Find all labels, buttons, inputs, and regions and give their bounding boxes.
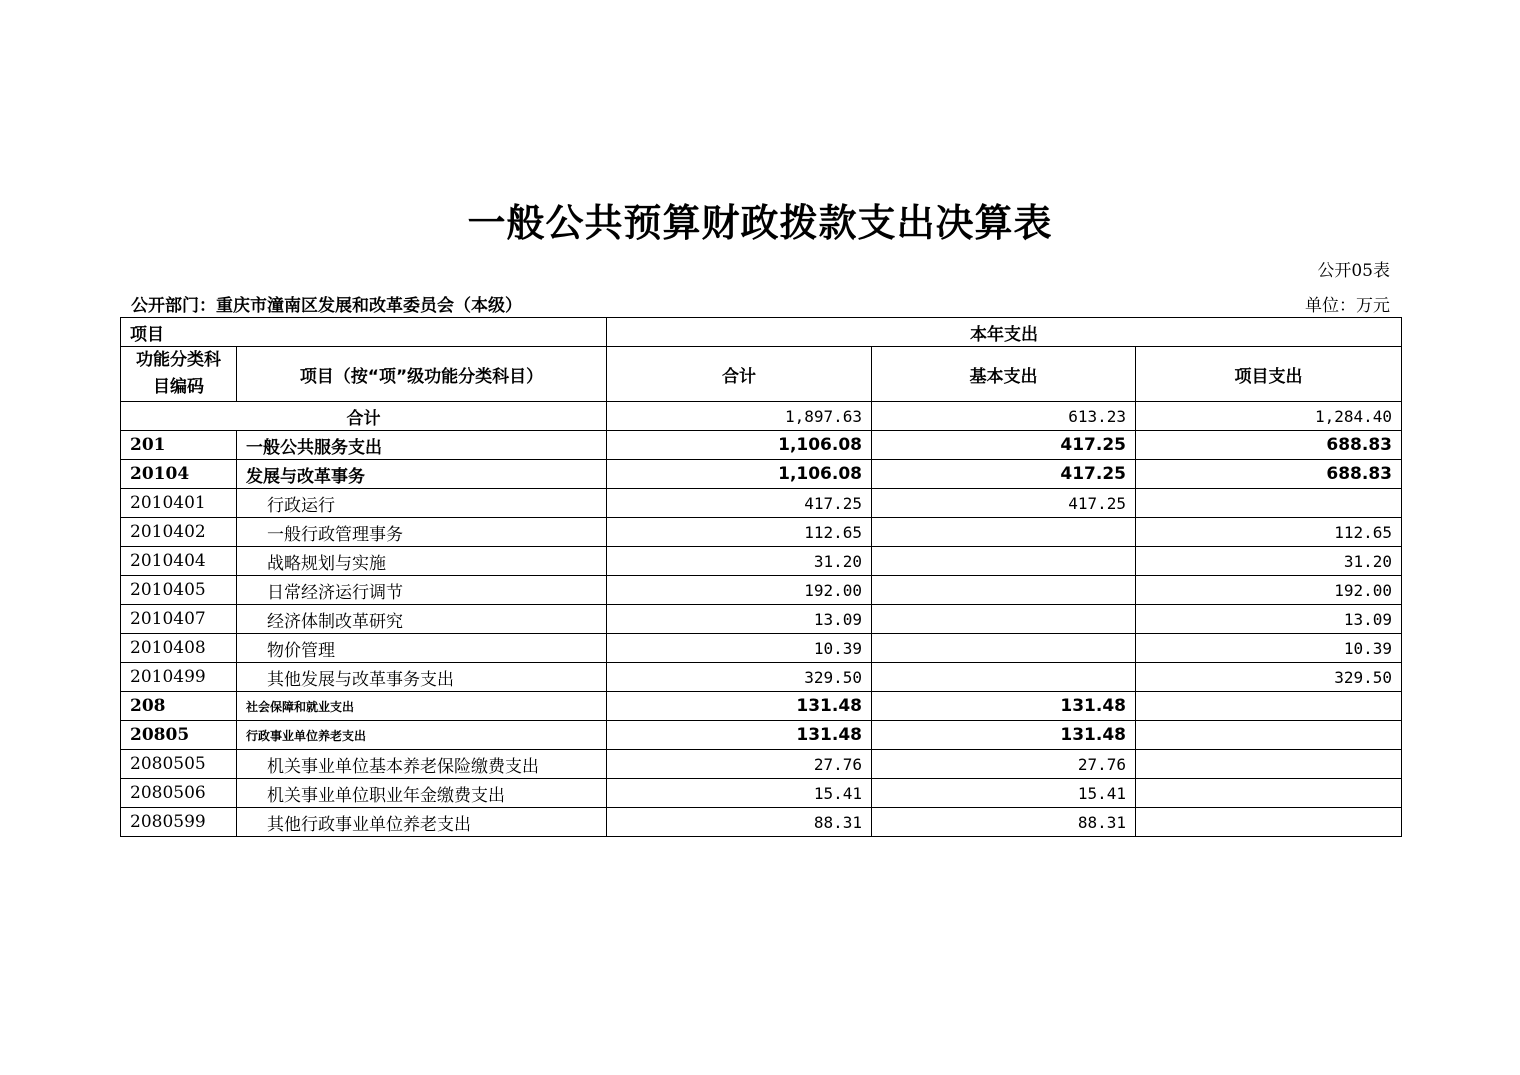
row-name-text: 行政事业单位养老支出 [246, 729, 367, 743]
row-total: 1,106.08 [607, 431, 872, 460]
row-project: 112.65 [1136, 518, 1402, 547]
row-basic [872, 518, 1136, 547]
header-current-year-expense: 本年支出 [607, 318, 1402, 347]
page-title: 一般公共预算财政拨款支出决算表 [467, 200, 1053, 245]
row-name: 其他发展与改革事务支出 [237, 663, 607, 692]
row-project: 688.83 [1136, 460, 1402, 489]
row-total: 1,106.08 [607, 460, 872, 489]
row-project [1136, 489, 1402, 518]
total-project: 1,284.40 [1136, 402, 1402, 431]
row-project: 688.83 [1136, 431, 1402, 460]
row-total: 15.41 [607, 779, 872, 808]
header-basic: 基本支出 [872, 347, 1136, 402]
row-name: 一般行政管理事务 [237, 518, 607, 547]
header-row-columns [121, 347, 1402, 402]
row-code: 208 [121, 692, 237, 721]
table-row [121, 692, 1402, 721]
unit-label: 单位：万元 [1305, 296, 1390, 316]
row-code: 2010404 [121, 547, 237, 576]
row-basic: 88.31 [872, 808, 1136, 837]
header-item: 项目 [121, 318, 607, 347]
row-project [1136, 721, 1402, 750]
row-code: 20104 [121, 460, 237, 489]
header-total: 合计 [607, 347, 872, 402]
row-basic: 131.48 [872, 692, 1136, 721]
row-code: 2010405 [121, 576, 237, 605]
row-name: 物价管理 [237, 634, 607, 663]
row-code: 2010499 [121, 663, 237, 692]
row-basic [872, 576, 1136, 605]
row-code: 2010407 [121, 605, 237, 634]
row-basic [872, 634, 1136, 663]
table-row [121, 663, 1402, 692]
row-basic: 417.25 [872, 431, 1136, 460]
table-row [121, 547, 1402, 576]
row-project: 192.00 [1136, 576, 1402, 605]
row-basic: 15.41 [872, 779, 1136, 808]
row-name: 机关事业单位职业年金缴费支出 [237, 779, 607, 808]
row-total: 112.65 [607, 518, 872, 547]
row-name: 机关事业单位基本养老保险缴费支出 [237, 750, 607, 779]
form-code: 公开05表 [1317, 261, 1390, 281]
budget-table [120, 317, 1402, 837]
row-name: 发展与改革事务 [237, 460, 607, 489]
row-total: 27.76 [607, 750, 872, 779]
department-label: 公开部门：重庆市潼南区发展和改革委员会（本级） [131, 296, 522, 316]
header-name: 项目（按“项”级功能分类科目） [237, 347, 607, 402]
table-row [121, 460, 1402, 489]
table-row [121, 721, 1402, 750]
row-project [1136, 779, 1402, 808]
row-basic [872, 547, 1136, 576]
row-code: 2080599 [121, 808, 237, 837]
row-project: 13.09 [1136, 605, 1402, 634]
row-code: 2010401 [121, 489, 237, 518]
table-row [121, 518, 1402, 547]
data-rows [121, 431, 1402, 837]
table-row [121, 489, 1402, 518]
row-project [1136, 692, 1402, 721]
row-basic: 417.25 [872, 489, 1136, 518]
total-amount: 1,897.63 [607, 402, 872, 431]
row-total: 31.20 [607, 547, 872, 576]
row-total: 329.50 [607, 663, 872, 692]
total-basic: 613.23 [872, 402, 1136, 431]
row-code: 2080506 [121, 779, 237, 808]
row-total: 13.09 [607, 605, 872, 634]
row-code: 20805 [121, 721, 237, 750]
row-name-text: 社会保障和就业支出 [246, 700, 355, 714]
table-row [121, 779, 1402, 808]
row-name: 其他行政事业单位养老支出 [237, 808, 607, 837]
table-row [121, 431, 1402, 460]
row-total: 131.48 [607, 692, 872, 721]
row-project: 10.39 [1136, 634, 1402, 663]
row-project [1136, 750, 1402, 779]
row-name: 日常经济运行调节 [237, 576, 607, 605]
row-code: 2080505 [121, 750, 237, 779]
row-project: 31.20 [1136, 547, 1402, 576]
row-name: 一般公共服务支出 [237, 431, 607, 460]
row-basic [872, 663, 1136, 692]
row-name: 战略规划与实施 [237, 547, 607, 576]
header-project: 项目支出 [1136, 347, 1402, 402]
table-row [121, 576, 1402, 605]
row-project: 329.50 [1136, 663, 1402, 692]
row-code: 201 [121, 431, 237, 460]
row-code: 2010402 [121, 518, 237, 547]
row-name [237, 721, 607, 750]
row-basic: 27.76 [872, 750, 1136, 779]
total-row [121, 402, 1402, 431]
row-total: 88.31 [607, 808, 872, 837]
table-row [121, 605, 1402, 634]
row-total: 417.25 [607, 489, 872, 518]
row-basic: 417.25 [872, 460, 1136, 489]
row-project [1136, 808, 1402, 837]
row-total: 10.39 [607, 634, 872, 663]
total-label: 合计 [121, 402, 607, 431]
row-code: 2010408 [121, 634, 237, 663]
header-row-top [121, 318, 1402, 347]
row-total: 131.48 [607, 721, 872, 750]
header-code: 功能分类科目编码 [121, 347, 237, 402]
table-row [121, 634, 1402, 663]
row-name [237, 692, 607, 721]
row-name: 行政运行 [237, 489, 607, 518]
row-total: 192.00 [607, 576, 872, 605]
row-name: 经济体制改革研究 [237, 605, 607, 634]
row-basic: 131.48 [872, 721, 1136, 750]
table-row [121, 808, 1402, 837]
table-row [121, 750, 1402, 779]
row-basic [872, 605, 1136, 634]
